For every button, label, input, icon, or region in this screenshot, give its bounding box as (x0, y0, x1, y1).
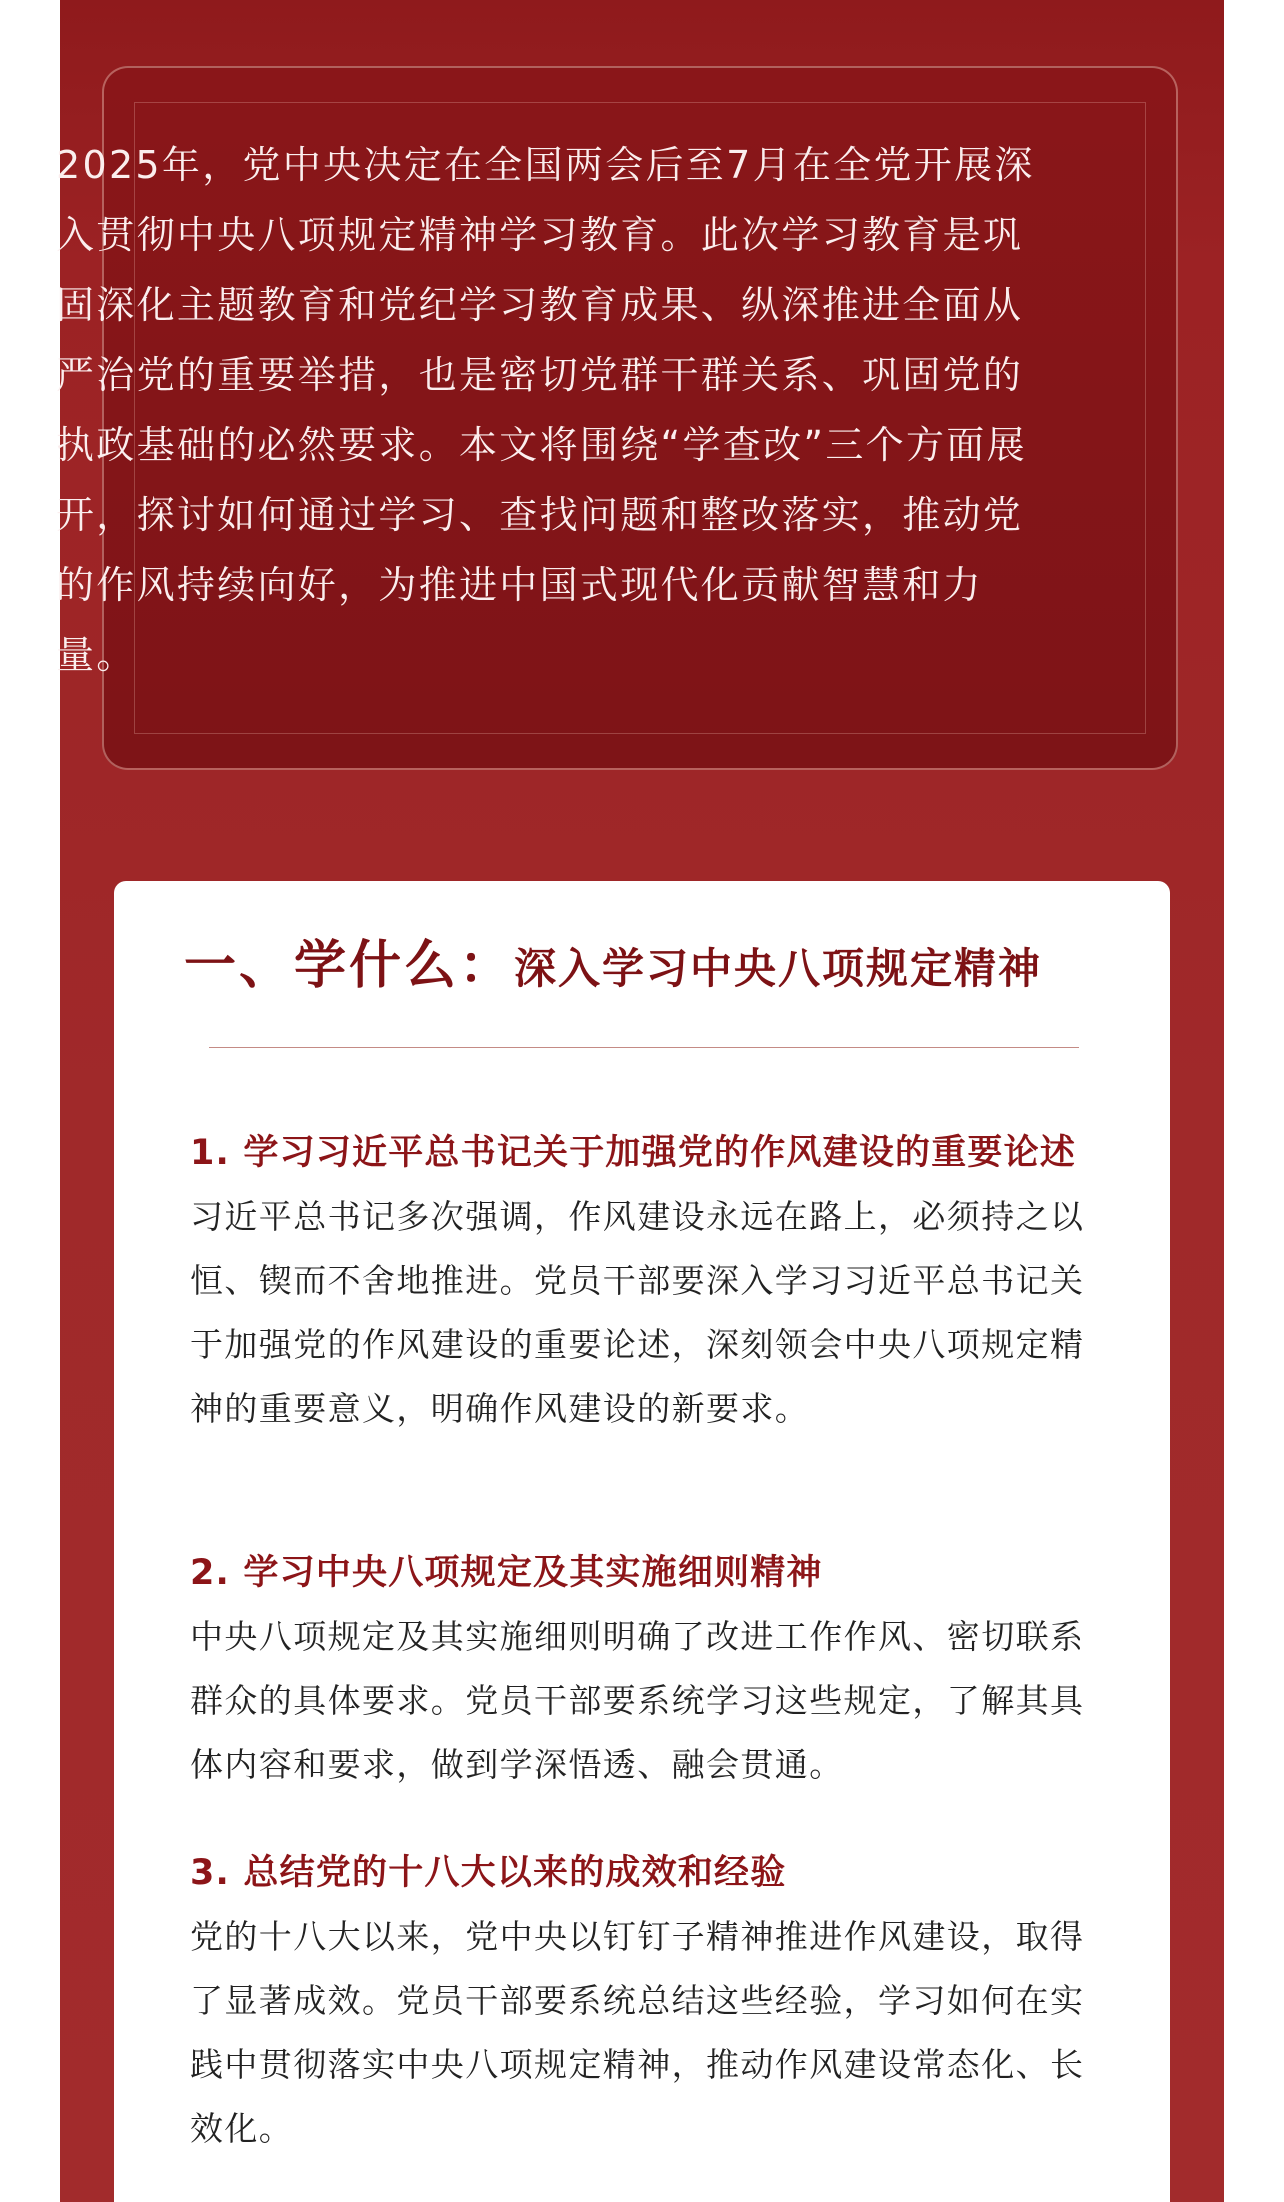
item-heading: 3. 总结党的十八大以来的成效和经验 (190, 1853, 787, 1893)
item-heading: 2. 学习中央八项规定及其实施细则精神 (190, 1553, 823, 1593)
study-item-3 (190, 1841, 1110, 2161)
section-title (184, 931, 1042, 1010)
section-title-prefix: 一、学什么： (184, 935, 515, 996)
study-item-1 (190, 1121, 1110, 1441)
item-heading: 1. 学习习近平总书记关于加强党的作风建设的重要论述 (190, 1133, 1077, 1173)
item-body: 中央八项规定及其实施细则明确了改进工作作风、密切联系群众的具体要求。党员干部要系统学习这些规定，了解其具体内容和要求，做到学深悟透、融会贯通。 (190, 1617, 1085, 1784)
content-card (114, 881, 1170, 2202)
item-body: 党的十八大以来，党中央以钉钉子精神推进作风建设，取得了显著成效。党员干部要系统总结这些经验，学习如何在实践中贯彻落实中央八项规定精神，推动作风建设常态化、长效化。 (190, 1917, 1085, 2148)
title-divider (209, 1047, 1079, 1048)
study-item-2 (190, 1541, 1110, 1797)
section-title-text: 深入学习中央八项规定精神 (514, 944, 1043, 993)
item-body: 习近平总书记多次强调，作风建设永远在路上，必须持之以恒、锲而不舍地推进。党员干部要深入学习习近平总书记关于加强党的作风建设的重要论述，深刻领会中央八项规定精神的重要意义，明确作风建设的新要求。 (190, 1197, 1085, 1428)
intro-paragraph: 2025年，党中央决定在全国两会后至7月在全党开展深入贯彻中央八项规定精神学习教育。此次学习教育是巩固深化主题教育和党纪学习教育成果、纵深推进全面从严治党的重要举措，也是密切党群干群关系、巩固党的执政基础的必然要求。本文将围绕“学查改”三个方面展开，探讨如何通过学习、查找问题和整改落实，推动党的作风持续向好，为推进中国式现代化贡献智慧和力量。 (56, 143, 1035, 677)
